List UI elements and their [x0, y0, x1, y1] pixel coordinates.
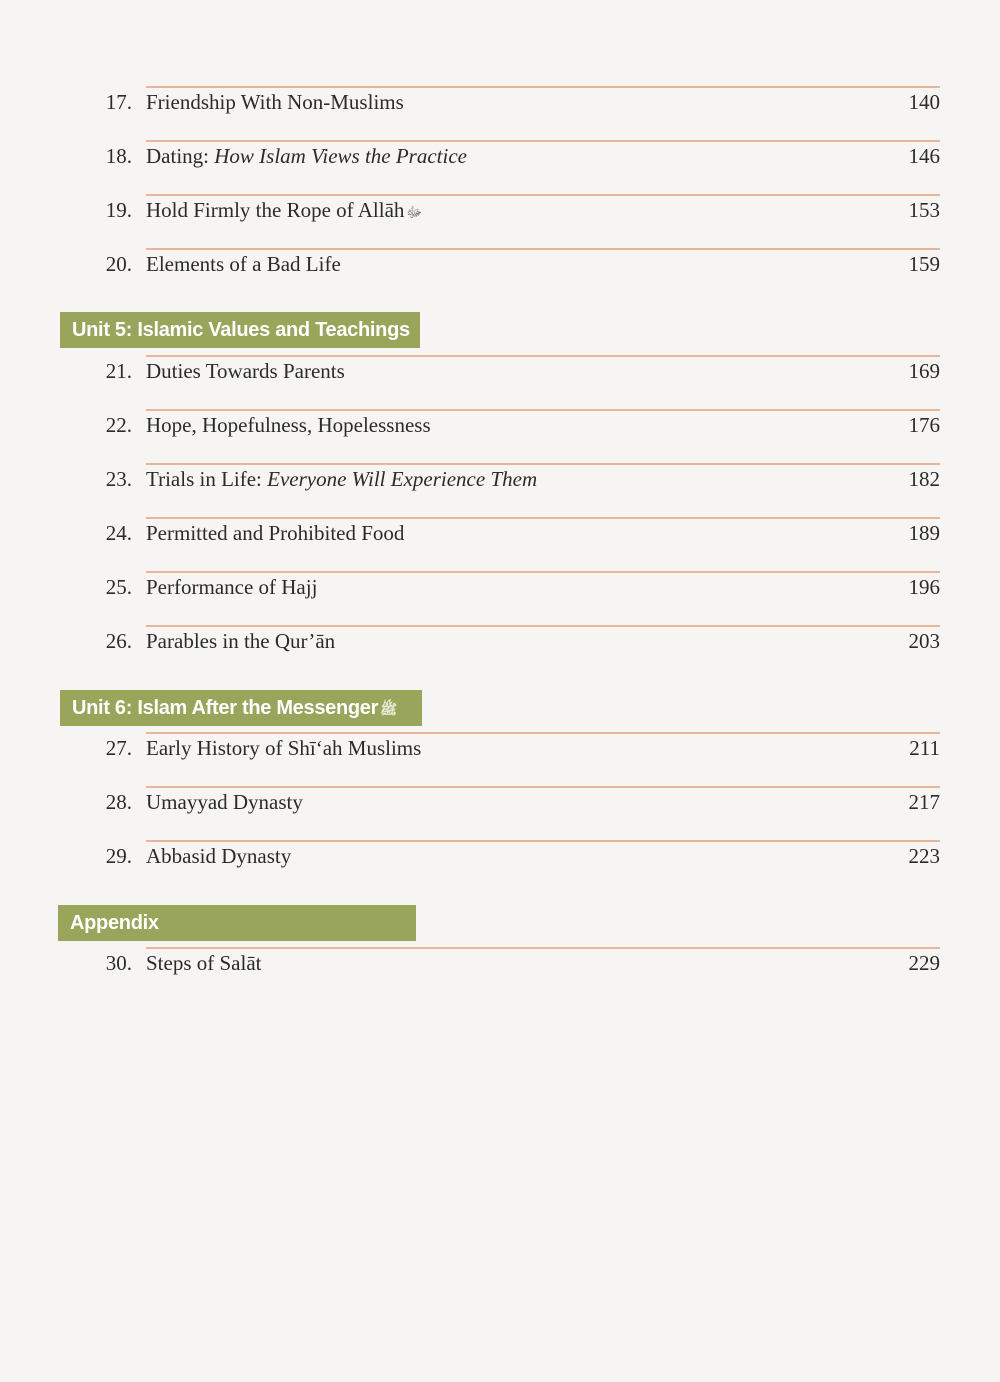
toc-entry[interactable] — [0, 136, 1000, 176]
entry-number: 22. — [105, 413, 132, 437]
entry-title: Trials in Life: Everyone Will Experience Them — [146, 467, 538, 491]
toc-entry[interactable] — [0, 782, 1000, 822]
appendix-heading: Appendix — [58, 905, 416, 941]
unit-5-heading: Unit 5: Islamic Values and Teachings — [60, 312, 420, 348]
unit-6-heading: Unit 6: Islam After the Messenger ﷺ — [60, 690, 422, 726]
entry-number: 26. — [105, 629, 132, 653]
entry-number: 20. — [105, 252, 132, 276]
toc-entry[interactable] — [0, 459, 1000, 499]
entry-number: 19. — [105, 198, 132, 222]
entry-title: Dating: How Islam Views the Practice — [146, 144, 467, 168]
toc-entry[interactable] — [0, 621, 1000, 661]
entry-page-number: 140 — [908, 90, 940, 114]
entry-number: 27. — [105, 736, 132, 760]
entry-title: Duties Towards Parents — [146, 359, 345, 383]
honorific-glyph-icon: ﷺ — [380, 701, 398, 717]
entry-page-number: 169 — [908, 359, 940, 383]
honorific-glyph-icon: ﷻ — [406, 206, 423, 221]
entry-page-number: 217 — [908, 790, 940, 814]
entry-number: 17. — [105, 90, 132, 114]
entry-title: Permitted and Prohibited Food — [146, 521, 405, 545]
entry-page-number: 159 — [908, 252, 940, 276]
entry-title: Umayyad Dynasty — [146, 790, 303, 814]
entry-number: 28. — [105, 790, 132, 814]
entry-page-number: 189 — [908, 521, 940, 545]
entry-page-number: 211 — [909, 736, 940, 760]
entry-number: 23. — [105, 467, 132, 491]
toc-entry[interactable] — [0, 405, 1000, 445]
entry-page-number: 176 — [908, 413, 940, 437]
toc-entry[interactable] — [0, 943, 1000, 983]
entry-number: 18. — [105, 144, 132, 168]
entry-title: Parables in the Qur’ān — [146, 629, 336, 653]
entry-page-number: 153 — [908, 198, 940, 222]
entry-page-number: 229 — [908, 951, 940, 975]
toc-entry[interactable] — [0, 190, 1000, 230]
entry-title: Steps of Salāt — [146, 951, 262, 975]
entry-page-number: 223 — [908, 844, 940, 868]
toc-entry[interactable] — [0, 513, 1000, 553]
toc-entry[interactable] — [0, 82, 1000, 122]
toc-entry[interactable] — [0, 244, 1000, 284]
entry-page-number: 182 — [908, 467, 940, 491]
entry-title: Hope, Hopefulness, Hopelessness — [146, 413, 431, 437]
toc-entry[interactable] — [0, 351, 1000, 391]
entry-page-number: 203 — [908, 629, 940, 653]
entry-title: Friendship With Non-Muslims — [146, 90, 404, 114]
entry-number: 24. — [105, 521, 132, 545]
entry-number: 29. — [105, 844, 132, 868]
entry-title: Elements of a Bad Life — [146, 252, 341, 276]
entry-title: Hold Firmly the Rope of Allāh ﷻ — [146, 198, 423, 222]
toc-entry[interactable] — [0, 836, 1000, 876]
toc-entry[interactable] — [0, 728, 1000, 768]
entry-title: Early History of Shī‘ah Muslims — [146, 736, 422, 760]
entry-number: 25. — [105, 575, 132, 599]
entry-page-number: 146 — [908, 144, 940, 168]
entry-title: Abbasid Dynasty — [146, 844, 292, 868]
entry-page-number: 196 — [908, 575, 940, 599]
entry-number: 21. — [105, 359, 132, 383]
entry-title: Performance of Hajj — [146, 575, 318, 599]
toc-entry[interactable] — [0, 567, 1000, 607]
entry-number: 30. — [105, 951, 132, 975]
